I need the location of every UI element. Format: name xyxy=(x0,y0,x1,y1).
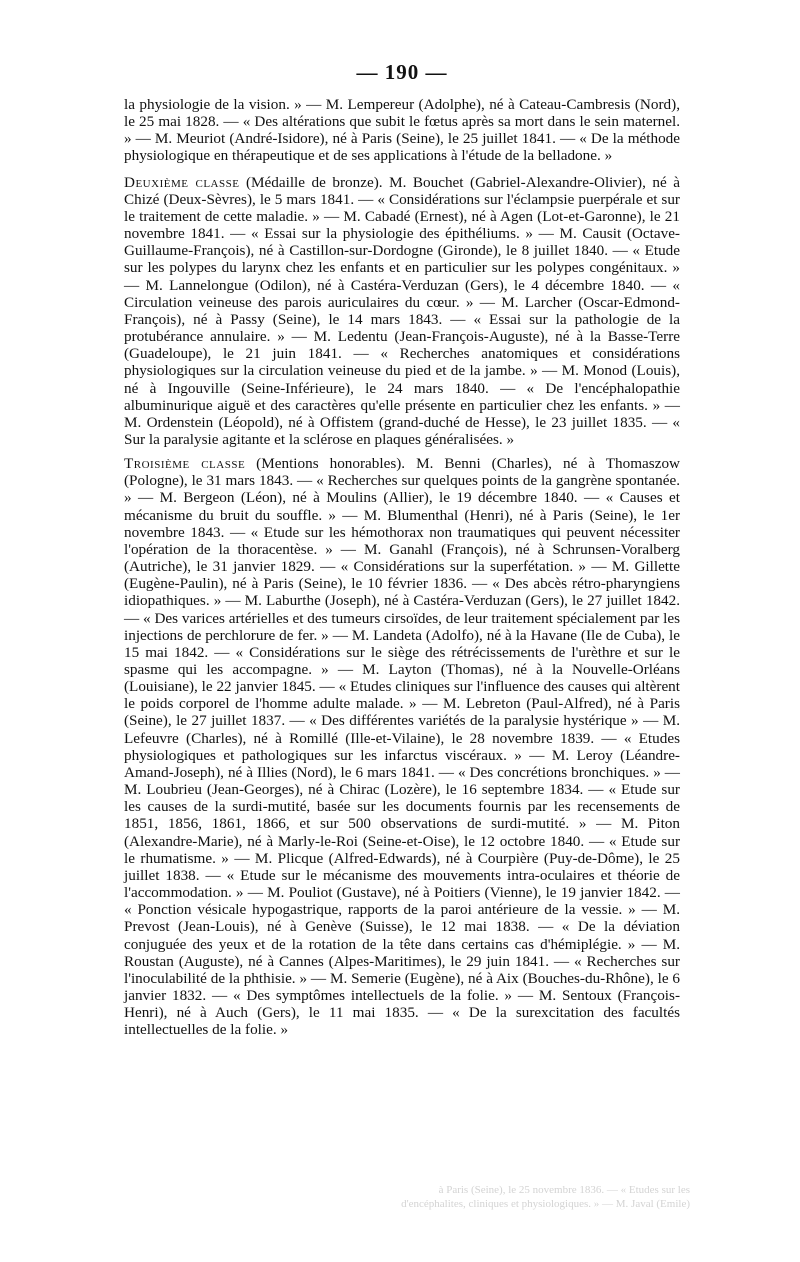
paragraph-third-class xyxy=(124,455,680,1038)
paragraph-text: (Médaille de bronze). M. Bouchet (Gabriel-Alexandre-Olivier), né à Chizé (Deux-Sèvres), le 5 mars 1841. — « Considérations sur l'éclampsie puerpérale et sur le traitement de cette maladie. » — M. Cabadé (Ernest), né à Agen (Lot-et-Garonne), le 21 novembre 1841. — « Essai sur la physiologie des épithéliums. » — M. Causit (Octave-Guillaume-François), né à Castillon-sur-Dordogne (Gironde), le 8 juillet 1840. — « Etude sur les polypes du larynx chez les enfants et en particulier sur les polypes congénitaux. » — M. Lannelongue (Odilon), né à Castéra-Verduzan (Gers), le 4 décembre 1840. — « Circulation veineuse des parois auriculaires du cœur. » — M. Larcher (Oscar-Edmond-François), né à Passy (Seine), le 14 mars 1843. — « Essai sur la pathologie de la protubérance annulaire. » — M. Ledentu (Jean-François-Auguste), né à la Basse-Terre (Guadeloupe), le 21 juin 1841. — « Recherches anatomiques et considérations physiologiques sur la circulation veineuse du pied et de la jambe. » — M. Monod (Louis), né à Ingouville (Seine-Inférieure), le 24 mars 1840. — « De l'encéphalopathie albuminurique aiguë et des caractères qu'elle présente en particulier chez les enfants. » — M. Ordenstein (Léopold), né à Offistem (grand-duché de Hesse), le 23 juillet 1835. — « Sur la paralysie agitante et la sclérose en plaques généralisées. » xyxy=(124,173,680,448)
page-number: — 190 — xyxy=(356,60,448,84)
paragraph-text: (Mentions honorables). M. Benni (Charles), né à Thomaszow (Pologne), le 31 mars 1843. — « Recherches sur quelques points de la gangrène spontanée. » — M. Bergeon (Léon), né à Moulins (Allier), le 19 décembre 1840. — « Causes et mécanisme du bruit du souffle. » — M. Blumenthal (Henri), né à Paris (Seine), le 1er novembre 1843. — « Etude sur les hémothorax non traumatiques qui peuvent nécessiter l'opération de la thoracentèse. » — M. Ganahl (François), né à Schrunsen-Voralberg (Autriche), le 31 janvier 1829. — « Considérations sur la superfétation. » — M. Gillette (Eugène-Paulin), né à Paris (Seine), le 10 février 1836. — « Des abcès rétro-pharyngiens idiopathiques. » — M. Laburthe (Joseph), né à Castéra-Verduzan (Gers), le 27 juillet 1842. — « Des varices artérielles et des tumeurs cirsoïdes, de leur traitement spécialement par les injections de perchlorure de fer. » — M. Landeta (Adolfo), né à la Havane (Ile de Cuba), le 15 mai 1842. — « Considérations sur le siège des rétrécissements de l'urèthre et sur le spasme qui les accompagne. » — M. Layton (Thomas), né à la Nouvelle-Orléans (Louisiane), le 22 janvier 1845. — « Etudes cliniques sur l'influence des causes qui altèrent le poids corporel de l'homme adulte malade. » — M. Lebreton (Paul-Alfred), né à Paris (Seine), le 27 juillet 1837. — « Des différentes variétés de la paralysie hystérique » — M. Lefeuvre (Charles), né à Romillé (Ille-et-Vilaine), le 28 novembre 1839. — « Etudes physiologiques et pathologiques sur les infarctus viscéraux. » — M. Leroy (Léandre-Amand-Joseph), né à Illies (Nord), le 6 mars 1841. — « Des concrétions bronchiques. » — M. Loubrieu (Jean-Georges), né à Chirac (Lozère), le 16 septembre 1834. — « Etude sur les causes de la surdi-mutité, basée sur les documents fournis par les recensements de 1851, 1856, 1861, 1866, et sur 500 observations de surdi-mutité. » — M. Piton (Alexandre-Marie), né à Marly-le-Roi (Seine-et-Oise), le 12 octobre 1840. — « Etude sur le rhumatisme. » — M. Plicque (Alfred-Edwards), né à Courpière (Puy-de-Dôme), le 25 juillet 1838. — « Etude sur le mécanisme des mouvements intra-oculaires et théorie de l'accommodation. » — M. Pouliot (Gustave), né à Poitiers (Vienne), le 19 janvier 1842. — « Ponction vésicale hypogastrique, rapports de la paroi antérieure de la vessie. » — M. Prevost (Jean-Louis), né à Genève (Suisse), le 12 mai 1838. — « De la déviation conjuguée des yeux et de la rotation de la tête dans certains cas d'hémiplégie. » — M. Roustan (Auguste), né à Cannes (Alpes-Maritimes), le 29 juin 1841. — « Recherches sur l'inoculabilité de la phthisie. » — M. Semerie (Eugène), né à Aix (Bouches-du-Rhône), le 6 janvier 1832. — « Des symptômes intellectuels de la folie. » — M. Sentoux (François-Henri), né à Auch (Gers), le 11 mai 1835. — « De la surexcitation des facultés intellectuelles de la folie. » xyxy=(124,455,681,1039)
bleed-through-text: à Paris (Seine), le 25 novembre 1836. — « Etudes sur les d'encéphalites, cliniques et physiologiques. » — M. Javal (Emile) xyxy=(401,1184,690,1210)
paragraph-continuation xyxy=(124,96,680,165)
page xyxy=(124,58,680,1045)
paragraph-second-class xyxy=(124,174,680,449)
class-heading: Troisième classe xyxy=(124,455,246,473)
paragraph-text: la physiologie de la vision. » — M. Lempereur (Adolphe), né à Cateau-Cambresis (Nord), le 25 mai 1828. — « Des altérations que subit le fœtus après sa mort dans le sein maternel. » — M. Meuriot (André-Isidore), né à Paris (Seine), le 25 juillet 1841. — « De la méthode physiologique en thérapeutique et de ses applications à l'étude de la belladone. » xyxy=(124,96,680,165)
class-heading: Deuxième classe xyxy=(124,173,240,191)
